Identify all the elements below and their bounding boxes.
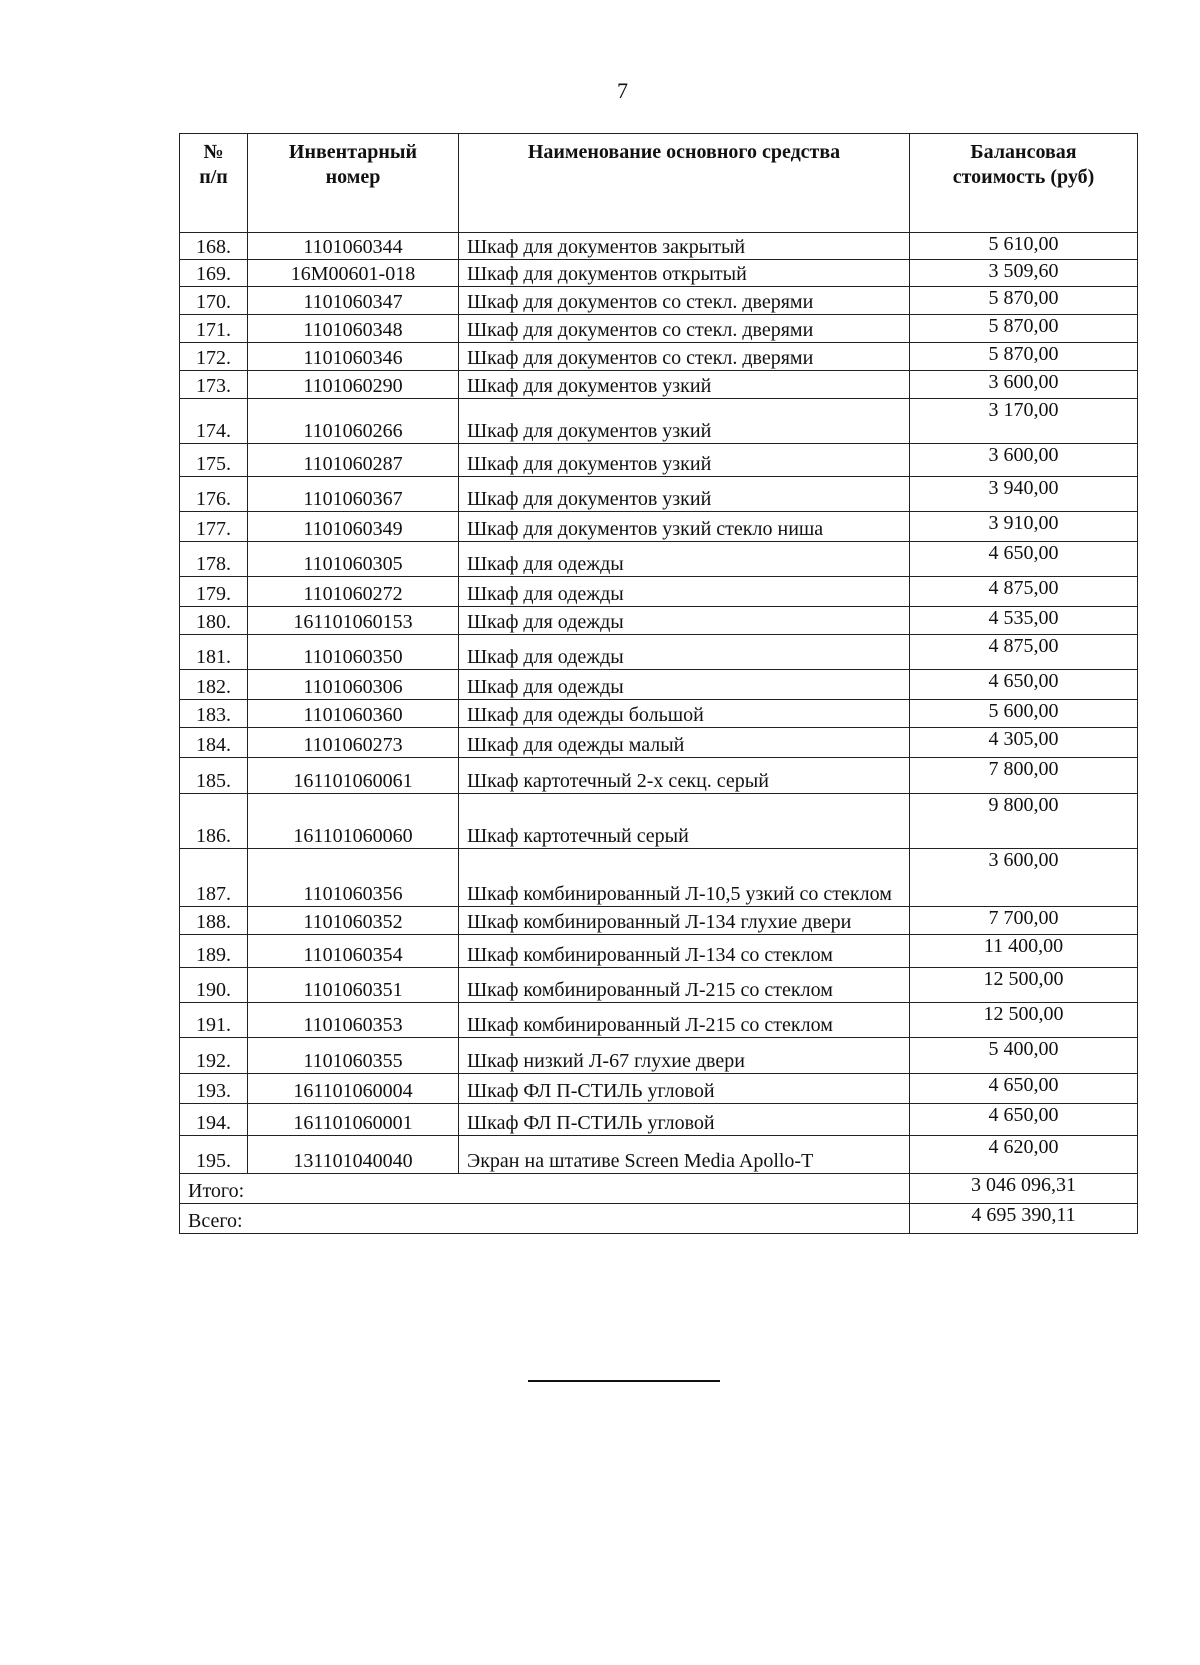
book-value: 3 910,00: [910, 512, 1138, 542]
row-number: 195.: [180, 1136, 248, 1174]
inventory-number: 161101060061: [248, 758, 459, 794]
inventory-number: 1101060347: [248, 287, 459, 315]
fixed-assets-table: [179, 133, 1138, 1234]
table-row: [180, 968, 1138, 1003]
row-number: 178.: [180, 542, 248, 577]
inventory-number: 1101060367: [248, 477, 459, 512]
book-value: 3 170,00: [910, 399, 1138, 444]
row-number: 173.: [180, 371, 248, 399]
inventory-number: 1101060305: [248, 542, 459, 577]
inventory-number: 1101060287: [248, 444, 459, 477]
row-number: 185.: [180, 758, 248, 794]
table-row: [180, 700, 1138, 728]
table-row: [180, 670, 1138, 700]
asset-name: Шкаф для документов со стекл. дверями: [459, 315, 910, 343]
inventory-number: 1101060352: [248, 907, 459, 935]
book-value: 4 650,00: [910, 1104, 1138, 1136]
table-row: [180, 233, 1138, 260]
inventory-number: 1101060349: [248, 512, 459, 542]
table-row: [180, 315, 1138, 343]
total-row: [180, 1174, 1138, 1204]
row-number: 180.: [180, 607, 248, 635]
header-book-value: Балансовая стоимость (руб): [910, 134, 1138, 233]
table-row: [180, 512, 1138, 542]
row-number: 172.: [180, 343, 248, 371]
grand-total-value: 4 695 390,11: [910, 1204, 1138, 1234]
table-header-row: [180, 134, 1138, 233]
row-number: 179.: [180, 577, 248, 607]
inventory-number: 1101060306: [248, 670, 459, 700]
row-number: 189.: [180, 935, 248, 968]
book-value: 4 620,00: [910, 1136, 1138, 1174]
book-value: 5 400,00: [910, 1038, 1138, 1074]
row-number: 193.: [180, 1074, 248, 1104]
row-number: 170.: [180, 287, 248, 315]
inventory-number: 16М00601-018: [248, 260, 459, 287]
table-row: [180, 577, 1138, 607]
book-value: 3 940,00: [910, 477, 1138, 512]
book-value: 7 700,00: [910, 907, 1138, 935]
book-value: 4 650,00: [910, 670, 1138, 700]
row-number: 182.: [180, 670, 248, 700]
table-row: [180, 1104, 1138, 1136]
table-row: [180, 542, 1138, 577]
inventory-number: 161101060060: [248, 794, 459, 849]
book-value: 4 875,00: [910, 635, 1138, 670]
asset-name: Шкаф ФЛ П-СТИЛЬ угловой: [459, 1104, 910, 1136]
total-value: 3 046 096,31: [910, 1174, 1138, 1204]
book-value: 3 600,00: [910, 444, 1138, 477]
row-number: 171.: [180, 315, 248, 343]
book-value: 5 600,00: [910, 700, 1138, 728]
table-row: [180, 1074, 1138, 1104]
inventory-number: 1101060346: [248, 343, 459, 371]
asset-name: Шкаф для одежды большой: [459, 700, 910, 728]
asset-name: Шкаф для документов закрытый: [459, 233, 910, 260]
inventory-number: 1101060354: [248, 935, 459, 968]
book-value: 5 870,00: [910, 315, 1138, 343]
row-number: 184.: [180, 728, 248, 758]
asset-name: Шкаф комбинированный Л-134 со стеклом: [459, 935, 910, 968]
inventory-number: 1101060356: [248, 849, 459, 907]
asset-name: Шкаф для одежды: [459, 577, 910, 607]
table-row: [180, 728, 1138, 758]
table-row: [180, 477, 1138, 512]
inventory-number: 1101060350: [248, 635, 459, 670]
row-number: 168.: [180, 233, 248, 260]
inventory-number: 1101060344: [248, 233, 459, 260]
inventory-number: 161101060004: [248, 1074, 459, 1104]
book-value: 11 400,00: [910, 935, 1138, 968]
end-rule: [528, 1380, 720, 1382]
page-number: 7: [617, 78, 628, 103]
asset-name: Шкаф для одежды малый: [459, 728, 910, 758]
grand-total-row: [180, 1204, 1138, 1234]
inventory-number: 1101060272: [248, 577, 459, 607]
asset-name: Шкаф картотечный 2-х секц. серый: [459, 758, 910, 794]
row-number: 192.: [180, 1038, 248, 1074]
asset-name: Шкаф ФЛ П-СТИЛЬ угловой: [459, 1074, 910, 1104]
row-number: 176.: [180, 477, 248, 512]
table-row: [180, 287, 1138, 315]
grand-total-label: Всего:: [180, 1204, 910, 1234]
book-value: 12 500,00: [910, 968, 1138, 1003]
asset-name: Шкаф комбинированный Л-10,5 узкий со стеклом: [459, 849, 910, 907]
book-value: 5 870,00: [910, 287, 1138, 315]
table-row: [180, 794, 1138, 849]
asset-name: Шкаф для документов узкий: [459, 399, 910, 444]
inventory-number: 1101060360: [248, 700, 459, 728]
asset-name: Шкаф низкий Л-67 глухие двери: [459, 1038, 910, 1074]
book-value: 5 610,00: [910, 233, 1138, 260]
asset-name: Шкаф для документов узкий стекло ниша: [459, 512, 910, 542]
asset-name: Шкаф картотечный серый: [459, 794, 910, 849]
asset-name: Шкаф для документов со стекл. дверями: [459, 343, 910, 371]
asset-name: Шкаф для документов узкий: [459, 444, 910, 477]
header-row-number: № п/п: [180, 134, 248, 233]
book-value: 4 535,00: [910, 607, 1138, 635]
inventory-number: 131101040040: [248, 1136, 459, 1174]
table-row: [180, 607, 1138, 635]
row-number: 169.: [180, 260, 248, 287]
row-number: 181.: [180, 635, 248, 670]
row-number: 175.: [180, 444, 248, 477]
inventory-number: 1101060353: [248, 1003, 459, 1038]
inventory-number: 161101060153: [248, 607, 459, 635]
asset-name: Шкаф комбинированный Л-215 со стеклом: [459, 1003, 910, 1038]
book-value: 4 650,00: [910, 1074, 1138, 1104]
row-number: 190.: [180, 968, 248, 1003]
table-row: [180, 758, 1138, 794]
table-row: [180, 635, 1138, 670]
header-inventory-number: Инвентарный номер: [248, 134, 459, 233]
row-number: 194.: [180, 1104, 248, 1136]
row-number: 174.: [180, 399, 248, 444]
inventory-number: 1101060355: [248, 1038, 459, 1074]
table-row: [180, 260, 1138, 287]
row-number: 191.: [180, 1003, 248, 1038]
book-value: 4 875,00: [910, 577, 1138, 607]
row-number: 187.: [180, 849, 248, 907]
inventory-number: 1101060266: [248, 399, 459, 444]
table-row: [180, 849, 1138, 907]
row-number: 183.: [180, 700, 248, 728]
asset-name: Экран на штативе Screen Media Apollo-T: [459, 1136, 910, 1174]
asset-name: Шкаф для одежды: [459, 607, 910, 635]
table-row: [180, 399, 1138, 444]
book-value: 3 509,60: [910, 260, 1138, 287]
table-row: [180, 1038, 1138, 1074]
inventory-number: 161101060001: [248, 1104, 459, 1136]
book-value: 4 305,00: [910, 728, 1138, 758]
asset-name: Шкаф для одежды: [459, 635, 910, 670]
table-row: [180, 343, 1138, 371]
row-number: 177.: [180, 512, 248, 542]
header-asset-name: Наименование основного средства: [459, 134, 910, 233]
inventory-number: 1101060348: [248, 315, 459, 343]
table-row: [180, 1003, 1138, 1038]
book-value: 7 800,00: [910, 758, 1138, 794]
book-value: 3 600,00: [910, 371, 1138, 399]
asset-name: Шкаф для документов узкий: [459, 371, 910, 399]
table-row: [180, 1136, 1138, 1174]
total-label: Итого:: [180, 1174, 910, 1204]
asset-name: Шкаф для одежды: [459, 670, 910, 700]
inventory-number: 1101060273: [248, 728, 459, 758]
book-value: 4 650,00: [910, 542, 1138, 577]
book-value: 5 870,00: [910, 343, 1138, 371]
inventory-number: 1101060290: [248, 371, 459, 399]
inventory-number: 1101060351: [248, 968, 459, 1003]
asset-name: Шкаф комбинированный Л-215 со стеклом: [459, 968, 910, 1003]
table-row: [180, 907, 1138, 935]
asset-name: Шкаф комбинированный Л-134 глухие двери: [459, 907, 910, 935]
asset-name: Шкаф для документов узкий: [459, 477, 910, 512]
book-value: 3 600,00: [910, 849, 1138, 907]
table-row: [180, 935, 1138, 968]
row-number: 188.: [180, 907, 248, 935]
asset-name: Шкаф для документов открытый: [459, 260, 910, 287]
row-number: 186.: [180, 794, 248, 849]
table-row: [180, 444, 1138, 477]
asset-name: Шкаф для одежды: [459, 542, 910, 577]
asset-name: Шкаф для документов со стекл. дверями: [459, 287, 910, 315]
table-row: [180, 371, 1138, 399]
book-value: 9 800,00: [910, 794, 1138, 849]
book-value: 12 500,00: [910, 1003, 1138, 1038]
